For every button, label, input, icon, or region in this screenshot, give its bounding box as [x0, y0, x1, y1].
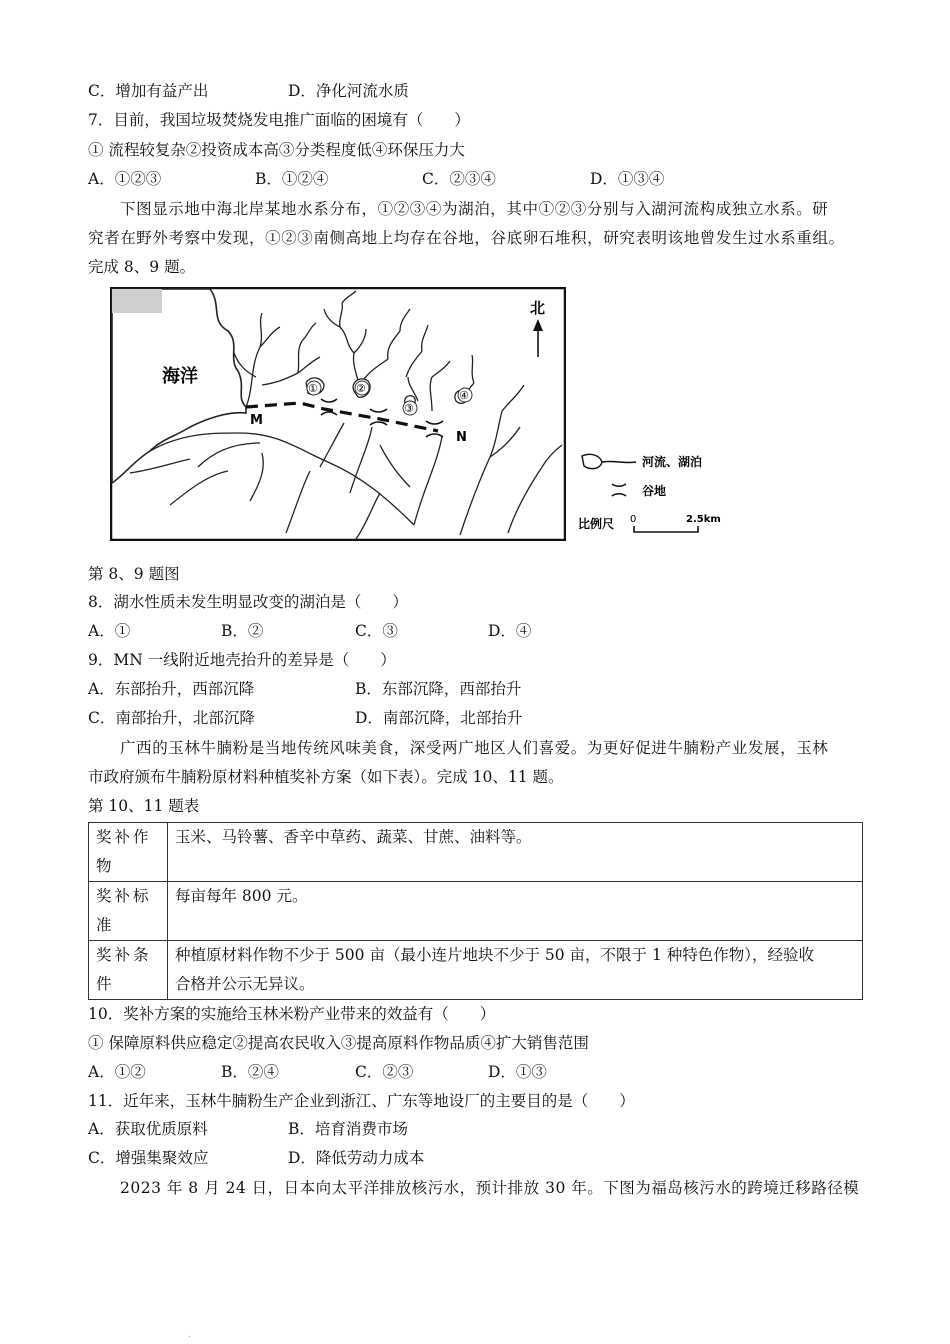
award-table — [88, 822, 863, 1000]
award-head-line1: 奖补条 — [96, 946, 152, 964]
passage-next-line1: 2023 年 8 月 24 日，日本向太平洋排放核污水，预计排放 30 年。下图为福岛核污水的跨境迁移路径模 — [120, 1179, 860, 1197]
legend-scale-bar — [634, 526, 698, 532]
q9-option-a: A．东部抬升，西部沉降 — [88, 680, 255, 698]
figure-caption: 第 8、9 题图 — [88, 565, 180, 583]
q10-option-a: A．①② — [88, 1063, 146, 1081]
point-n-label: N — [456, 430, 467, 445]
q6-option-d: D．净化河流水质 — [288, 82, 409, 100]
award-head-line1: 奖补标 — [96, 887, 152, 905]
legend-river-lake-symbol — [582, 454, 636, 468]
award-head-line2: 物 — [96, 857, 115, 875]
q11-option-a: A．获取优质原料 — [88, 1120, 208, 1138]
lake-4-label: ④ — [459, 389, 469, 402]
award-head-line1: 奖补作 — [96, 828, 152, 846]
award-body-line2 — [175, 852, 855, 881]
q8-option-a: A．① — [88, 622, 131, 640]
q9-option-b: B．东部沉降，西部抬升 — [355, 680, 522, 698]
q7-option-c: C．②③④ — [422, 170, 496, 188]
legend-scale-zero: 0 — [630, 514, 637, 525]
award-body — [168, 941, 863, 1000]
passage-8-9-line3: 完成 8、9 题。 — [88, 258, 196, 276]
q7-stem: 7．目前，我国垃圾焚烧发电推广面临的困境有（ ） — [88, 111, 470, 129]
table-caption: 第 10、11 题表 — [88, 797, 200, 815]
passage-8-9-line2: 究者在野外考察中发现，①②③南侧高地上均存在谷地，谷底卵石堆积，研究表明该地曾发生过水系重组。 — [88, 229, 845, 247]
award-row-crops — [89, 823, 863, 882]
award-head-line2: 准 — [96, 916, 115, 934]
q11-option-b: B．培育消费市场 — [288, 1120, 408, 1138]
lake-3-label: ③ — [404, 402, 414, 415]
point-m-label: M — [250, 413, 263, 428]
award-body-line1: 种植原材料作物不少于 500 亩（最小连片地块不少于 50 亩，不限于 1 种特色作物），经验收 — [175, 946, 814, 964]
award-row-standard — [89, 882, 863, 941]
q10-option-b: B．②④ — [221, 1063, 279, 1081]
lake-2-label: ② — [356, 382, 366, 395]
q8-option-d: D．④ — [488, 622, 532, 640]
q8-stem: 8．湖水性质未发生明显改变的湖泊是（ ） — [88, 593, 408, 611]
passage-8-9-line1: 下图显示地中海北岸某地水系分布，①②③④为湖泊，其中①②③分别与入湖河流构成独立水系。研 — [120, 200, 829, 218]
q10-stem: 10．奖补方案的实施给玉林米粉产业带来的效益有（ ） — [88, 1005, 496, 1023]
award-row-condition — [89, 941, 863, 1000]
award-body-line2 — [175, 911, 855, 940]
q7-option-d: D．①③④ — [590, 170, 665, 188]
legend-scale-value: 2.5km — [686, 514, 721, 525]
award-body-line2: 合格并公示无异议。 — [175, 975, 315, 993]
q10-option-d: D．①③ — [488, 1063, 547, 1081]
award-body — [168, 823, 863, 882]
passage-10-11-line1: 广西的玉林牛腩粉是当地传统风味美食，深受两广地区人们喜爱。为更好促进牛腩粉产业发展，玉林 — [120, 739, 829, 757]
q11-option-d: D．降低劳动力成本 — [288, 1149, 425, 1167]
award-head — [89, 823, 168, 882]
footer-mark: . — [188, 1330, 191, 1340]
award-body-line1: 玉米、马铃薯、香辛中草药、蔬菜、甘蔗、油料等。 — [175, 828, 532, 846]
legend-valley-symbol — [612, 484, 626, 496]
q9-option-c: C．南部抬升，北部沉降 — [88, 709, 255, 727]
legend-valley-label: 谷地 — [642, 484, 667, 498]
q11-option-c: C．增强集聚效应 — [88, 1149, 209, 1167]
award-body — [168, 882, 863, 941]
q6-option-c: C．增加有益产出 — [88, 82, 209, 100]
award-body-line1: 每亩每年 800 元。 — [175, 887, 308, 905]
q10-items: ① 保障原料供应稳定②提高农民收入③提高原料作物品质④扩大销售范围 — [88, 1034, 589, 1052]
award-head-line2: 件 — [96, 975, 115, 993]
q7-option-b: B．①②④ — [255, 170, 329, 188]
award-head — [89, 882, 168, 941]
legend-scale-label: 比例尺 — [578, 517, 615, 531]
drainage-map — [110, 287, 566, 541]
q7-items: ① 流程较复杂②投资成本高③分类程度低④环保压力大 — [88, 141, 465, 159]
q8-option-b: B．② — [221, 622, 264, 640]
passage-10-11-line2: 市政府颁布牛腩粉原材料种植奖补方案（如下表）。完成 10、11 题。 — [88, 768, 564, 786]
q8-option-c: C．③ — [355, 622, 398, 640]
ocean-corner — [112, 289, 162, 313]
legend-river-lake-label: 河流、湖泊 — [642, 455, 703, 469]
q11-stem: 11．近年来，玉林牛腩粉生产企业到浙江、广东等地设厂的主要目的是（ ） — [88, 1092, 635, 1110]
q9-stem: 9．MN 一线附近地壳抬升的差异是（ ） — [88, 651, 396, 669]
award-head — [89, 941, 168, 1000]
q10-option-c: C．②③ — [355, 1063, 414, 1081]
q9-option-d: D．南部沉降，北部抬升 — [355, 709, 523, 727]
ocean-label: 海洋 — [162, 366, 198, 387]
q7-option-a: A．①②③ — [88, 170, 162, 188]
north-label: 北 — [530, 299, 546, 317]
lake-1-label: ① — [308, 382, 318, 395]
map-legend — [578, 450, 748, 540]
